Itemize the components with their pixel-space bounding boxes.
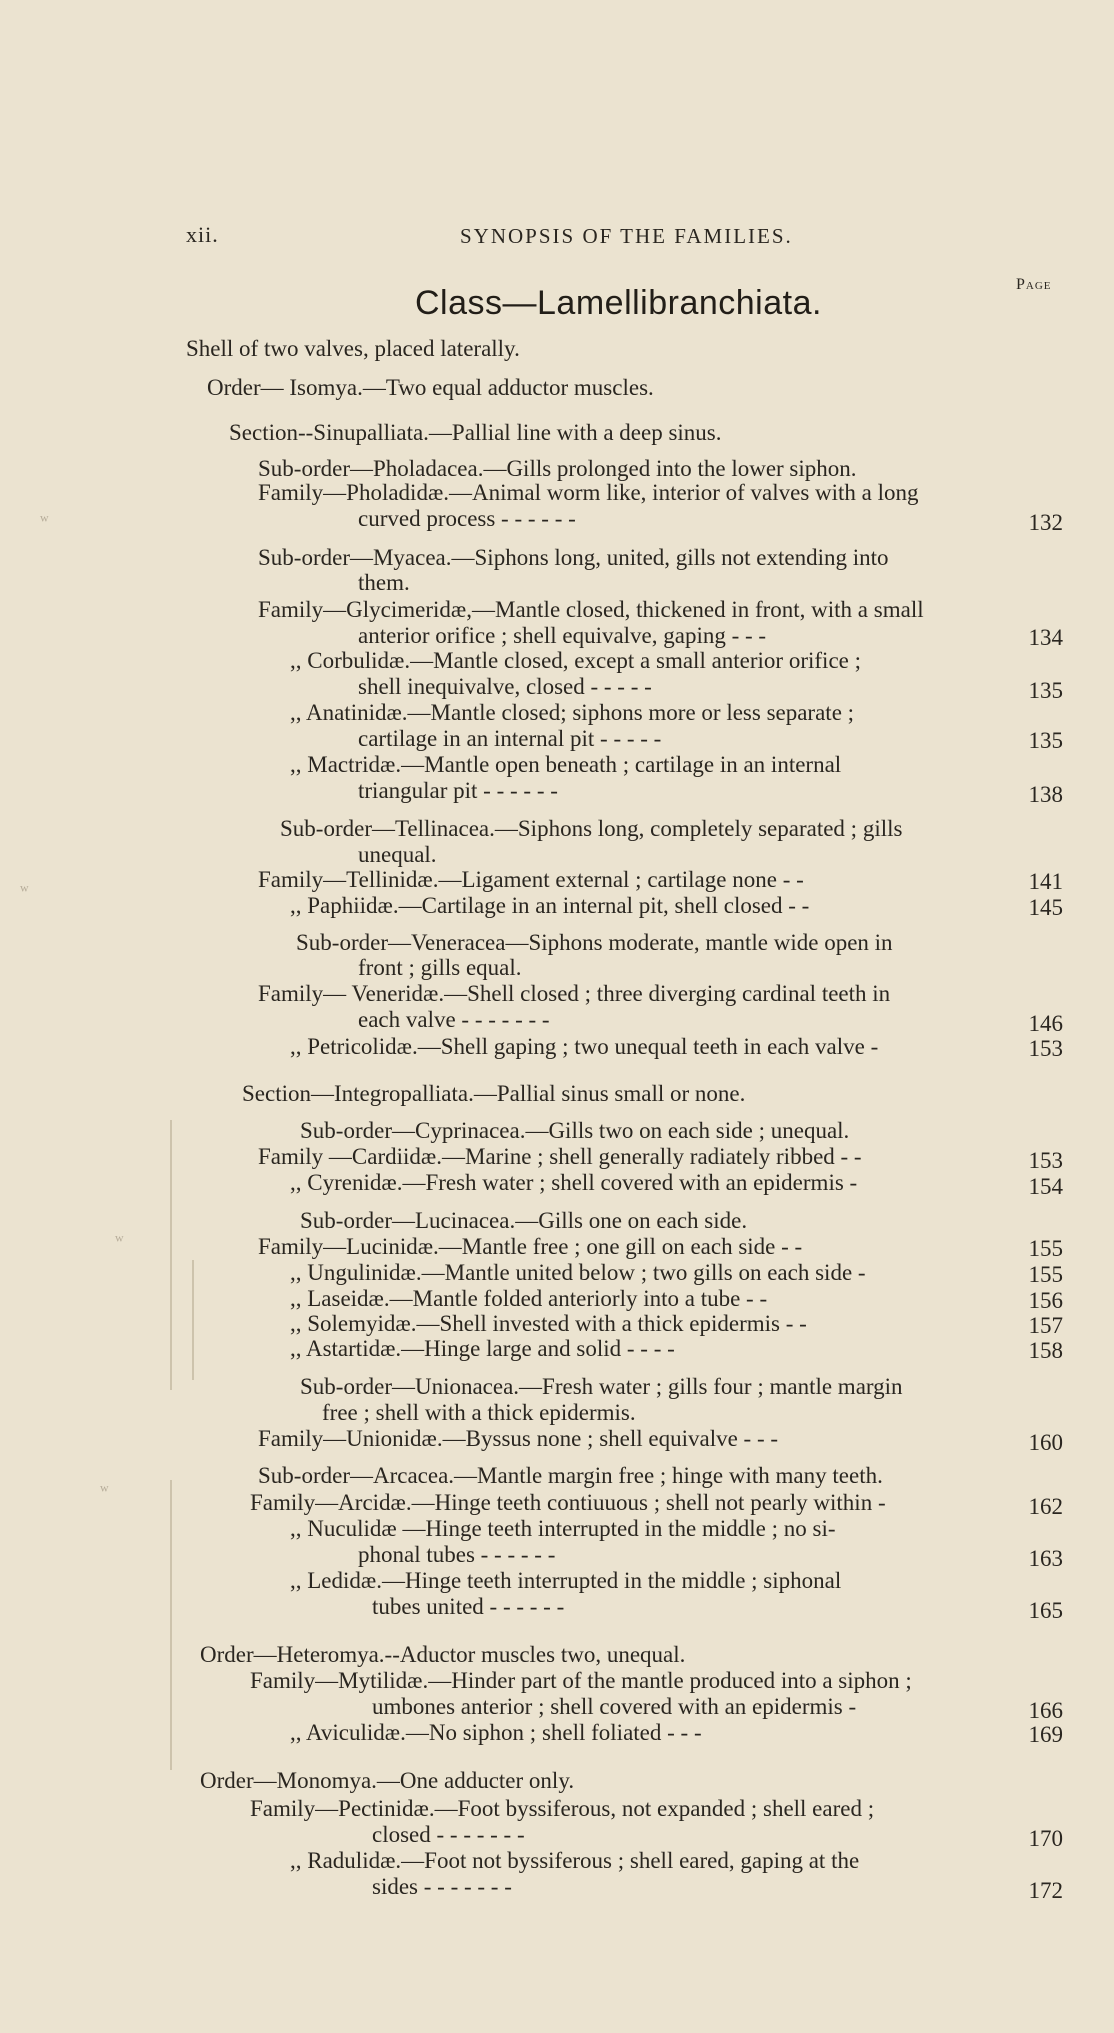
entry-line: ,, Petricolidæ.—Shell gaping ; two unequal teeth in each valve - xyxy=(290,1034,879,1059)
entry-line: Family—Unionidæ.—Byssus none ; shell equivalve - - - xyxy=(258,1426,779,1451)
page-number: 155 xyxy=(1028,1262,1063,1287)
entry-line: free ; shell with a thick epidermis. xyxy=(322,1400,636,1425)
entry-line: ,, Astartidæ.—Hinge large and solid - - - - xyxy=(290,1336,675,1361)
entry-line: cartilage in an internal pit - - - - - xyxy=(358,726,662,751)
entry-line: Section—Integropalliata.—Pallial sinus small or none. xyxy=(242,1081,746,1106)
entry-line: curved process - - - - - - xyxy=(358,506,576,531)
entry-line: ,, Cyrenidæ.—Fresh water ; shell covered with an epidermis - xyxy=(290,1170,858,1195)
entry-line: ,, Mactridæ.—Mantle open beneath ; cartilage in an internal xyxy=(290,752,842,777)
entry-line: front ; gills equal. xyxy=(358,955,522,980)
margin-annotation-mark: ʷ xyxy=(100,1480,109,1502)
entry-line: sides - - - - - - - xyxy=(372,1874,512,1899)
entry-line: Order— Isomya.—Two equal adductor muscles. xyxy=(207,375,654,400)
entry-line: them. xyxy=(358,570,410,595)
entry-line: Family—Mytilidæ.—Hinder part of the mantle produced into a siphon ; xyxy=(250,1668,912,1693)
roman-page-number: xii. xyxy=(186,222,219,247)
entry-line: Sub-order—Arcacea.—Mantle margin free ; hinge with many teeth. xyxy=(258,1463,883,1488)
entry-line: ,, Aviculidæ.—No siphon ; shell foliated - - - xyxy=(290,1720,702,1745)
page-number: 132 xyxy=(1028,510,1063,535)
margin-line xyxy=(170,1120,172,1390)
entry-line: umbones anterior ; shell covered with an epidermis - xyxy=(372,1694,857,1719)
page-number: 165 xyxy=(1028,1598,1063,1623)
entry-line: Family —Cardiidæ.—Marine ; shell generally radiately ribbed - - xyxy=(258,1144,862,1169)
page-number: 135 xyxy=(1028,728,1063,753)
entry-line: ,, Solemyidæ.—Shell invested with a thick epidermis - - xyxy=(290,1311,807,1336)
entry-line: each valve - - - - - - - xyxy=(358,1007,550,1032)
page-number: 138 xyxy=(1028,782,1063,807)
margin-annotation-mark: ʷ xyxy=(115,1230,124,1252)
margin-line xyxy=(192,1260,194,1380)
page-number: 146 xyxy=(1028,1011,1063,1036)
entry-line: Family—Pectinidæ.—Foot byssiferous, not expanded ; shell eared ; xyxy=(250,1796,875,1821)
entry-line: Family—Glycimeridæ,—Mantle closed, thickened in front, with a small xyxy=(258,597,924,622)
entry-line: unequal. xyxy=(358,842,437,867)
entry-line: triangular pit - - - - - - xyxy=(358,778,558,803)
page-number: 172 xyxy=(1028,1878,1063,1903)
entry-line: closed - - - - - - - xyxy=(372,1822,525,1847)
page-number: 162 xyxy=(1028,1494,1063,1519)
entry-line: Order—Heteromya.--Aductor muscles two, unequal. xyxy=(200,1642,686,1667)
entry-line: ,, Ungulinidæ.—Mantle united below ; two gills on each side - xyxy=(290,1260,866,1285)
page-number: 158 xyxy=(1028,1338,1063,1363)
entry-line: Shell of two valves, placed laterally. xyxy=(186,336,520,361)
page-number: 135 xyxy=(1028,678,1063,703)
entry-line: Family—Lucinidæ.—Mantle free ; one gill on each side - - xyxy=(258,1234,803,1259)
page-number: 166 xyxy=(1028,1698,1063,1723)
entry-line: ,, Radulidæ.—Foot not byssiferous ; shell eared, gaping at the xyxy=(290,1848,860,1873)
page-number: 154 xyxy=(1028,1174,1063,1199)
margin-annotation-mark: ʷ xyxy=(40,510,49,532)
page-column-label: Page xyxy=(1016,276,1052,293)
page-number: 145 xyxy=(1028,895,1063,920)
page-number: 155 xyxy=(1028,1236,1063,1261)
entry-line: Family—Tellinidæ.—Ligament external ; cartilage none - - xyxy=(258,867,804,892)
entry-line: anterior orifice ; shell equivalve, gaping - - - xyxy=(358,623,767,648)
entry-line: tubes united - - - - - - xyxy=(372,1594,565,1619)
entry-line: Sub-order—Pholadacea.—Gills prolonged into the lower siphon. xyxy=(258,456,857,481)
page-number: 157 xyxy=(1028,1313,1063,1338)
page-number: 163 xyxy=(1028,1546,1063,1571)
page-number: 134 xyxy=(1028,625,1063,650)
entry-line: Sub-order—Cyprinacea.—Gills two on each side ; unequal. xyxy=(300,1118,850,1143)
entry-line: Family— Veneridæ.—Shell closed ; three diverging cardinal teeth in xyxy=(258,981,891,1006)
margin-annotation-mark: ʷ xyxy=(20,880,29,902)
page-number: 170 xyxy=(1028,1826,1063,1851)
page-number: 156 xyxy=(1028,1288,1063,1313)
page-number: 169 xyxy=(1028,1722,1063,1747)
entry-line: Sub-order—Tellinacea.—Siphons long, completely separated ; gills xyxy=(280,816,903,841)
entry-line: ,, Anatinidæ.—Mantle closed; siphons more or less separate ; xyxy=(290,700,855,725)
margin-line xyxy=(170,1480,172,1770)
entry-line: ,, Corbulidæ.—Mantle closed, except a small anterior orifice ; xyxy=(290,648,862,673)
entry-line: phonal tubes - - - - - - xyxy=(358,1542,556,1567)
page-number: 153 xyxy=(1028,1148,1063,1173)
class-title: Class—Lamellibranchiata. xyxy=(415,284,822,322)
entry-line: Sub-order—Unionacea.—Fresh water ; gills four ; mantle margin xyxy=(300,1374,903,1399)
page-number: 141 xyxy=(1028,869,1063,894)
entry-line: ,, Paphiidæ.—Cartilage in an internal pit, shell closed - - xyxy=(290,893,810,918)
entry-line: Section--Sinupalliata.—Pallial line with a deep sinus. xyxy=(229,420,722,445)
page-number: 153 xyxy=(1028,1036,1063,1061)
page-number: 160 xyxy=(1028,1430,1063,1455)
entry-line: shell inequivalve, closed - - - - - xyxy=(358,674,652,699)
running-title: SYNOPSIS OF THE FAMILIES. xyxy=(460,224,793,248)
entry-line: Family—Arcidæ.—Hinge teeth contiuuous ; shell not pearly within - xyxy=(250,1490,886,1515)
entry-line: Sub-order—Veneracea—Siphons moderate, mantle wide open in xyxy=(296,930,893,955)
entry-line: ,, Laseidæ.—Mantle folded anteriorly into a tube - - xyxy=(290,1286,768,1311)
entry-line: Order—Monomya.—One adducter only. xyxy=(200,1768,575,1793)
entry-line: Family—Pholadidæ.—Animal worm like, interior of valves with a long xyxy=(258,480,919,505)
entry-line: Sub-order—Lucinacea.—Gills one on each side. xyxy=(300,1208,748,1233)
entry-line: ,, Ledidæ.—Hinge teeth interrupted in the middle ; siphonal xyxy=(290,1568,842,1593)
entry-line: Sub-order—Myacea.—Siphons long, united, gills not extending into xyxy=(258,545,889,570)
entry-line: ,, Nuculidæ —Hinge teeth interrupted in the middle ; no si- xyxy=(290,1516,836,1541)
